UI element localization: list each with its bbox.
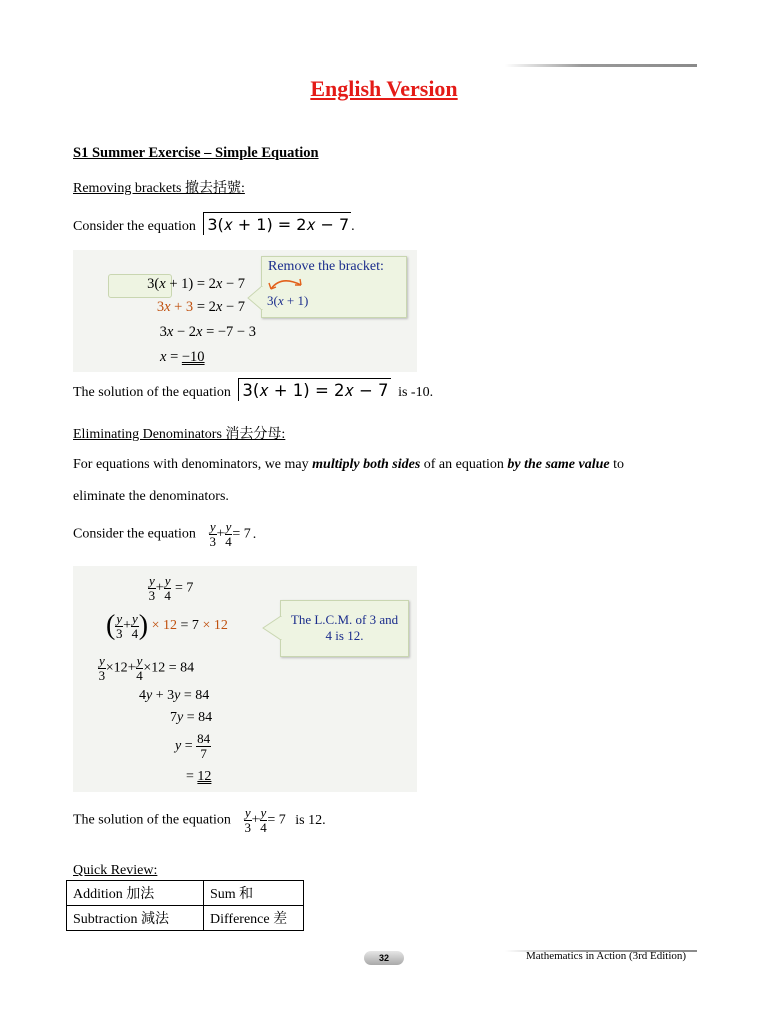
callout-pointer	[247, 286, 263, 310]
page-title: English Version	[310, 76, 458, 101]
eliminating-solution-line: The solution of the equation $\frac{y}{3}$ + $\frac{y}{4}$ = 7 is 12.	[73, 805, 326, 835]
callout-title: Remove the bracket:	[268, 259, 384, 274]
equation-rhs: = 7	[232, 526, 251, 542]
callout-pointer	[262, 616, 282, 640]
remove-bracket-callout	[261, 256, 407, 318]
solution-suffix: is 12.	[295, 812, 326, 828]
step-2: 3x + 3 = 2x − 7	[156, 299, 245, 315]
solution-prefix: The solution of the equation	[73, 385, 231, 400]
table-cell: Subtraction 減法	[67, 906, 204, 931]
equation-period: .	[351, 219, 355, 234]
consider-text: Consider the equation	[73, 219, 196, 234]
lcm-callout	[280, 600, 409, 657]
boxed-equation: 3(𝑥 + 1) = 2𝑥 − 7	[203, 212, 351, 235]
fraction-y-over-3: $\frac{y}{3}$	[209, 519, 217, 549]
page-number: 32	[364, 951, 404, 965]
callout-line-2: 4 is 12.	[325, 628, 364, 643]
solution-suffix: is -10.	[398, 385, 434, 400]
table-cell: Sum 和	[204, 881, 304, 906]
callout-expression: 3(x + 1)	[267, 293, 309, 308]
table-row	[67, 906, 304, 931]
removing-consider-line	[73, 212, 355, 235]
para-emphasis-2: by the same value	[507, 457, 610, 472]
eliminating-consider-line	[73, 520, 256, 549]
eliminating-paragraph-line2: eliminate the denominators.	[73, 489, 229, 504]
table-cell: Addition 加法	[67, 881, 204, 906]
table-cell: Difference 差	[204, 906, 304, 931]
bracket-example-panel	[73, 250, 417, 372]
denom-step-1: $\frac{y}{3}$ + $\frac{y}{4}$ = 7	[148, 573, 194, 603]
section-heading: S1 Summer Exercise – Simple Equation	[73, 145, 319, 161]
eliminating-subheading: Eliminating Denominators 消去分母:	[73, 427, 286, 442]
quick-review-label: Quick Review:	[73, 863, 158, 878]
denom-step-6: y = $\frac{84}{7}$	[175, 731, 211, 761]
callout-line-1: The L.C.M. of 3 and	[290, 612, 399, 627]
para-text: of an equation	[420, 457, 508, 472]
solution-boxed-equation: 3(𝑥 + 1) = 2𝑥 − 7	[238, 378, 390, 401]
quick-review-table	[66, 880, 304, 931]
denom-step-3: $\frac{y}{3}$ ×12+ $\frac{y}{4}$ ×12 = 84	[98, 653, 195, 683]
step-1: 3(x + 1) = 2x − 7	[147, 276, 245, 292]
consider-text: Consider the equation	[73, 526, 196, 542]
book-title: Mathematics in Action (3rd Edition)	[526, 950, 687, 962]
para-emphasis-1: multiply both sides	[312, 457, 421, 472]
removing-brackets-subheading: Removing brackets 撤去括號:	[73, 181, 245, 196]
step-3: 3x − 2x = −7 − 3	[159, 324, 256, 340]
denom-step-2: ( $\frac{y}{3}$ + $\frac{y}{4}$ ) × 12 = 7 × 12	[106, 610, 228, 641]
denom-step-4: 4y + 3y = 84	[139, 688, 210, 703]
para-text: to	[609, 457, 625, 472]
header-rule	[505, 64, 697, 67]
denom-step-7: = 12	[186, 769, 212, 784]
plus-sign: +	[216, 526, 225, 542]
fraction-y-over-4: $\frac{y}{4}$	[225, 519, 232, 549]
removing-solution-line	[73, 378, 433, 401]
step-4: x = −10	[160, 349, 205, 365]
distribution-arrow-icon	[267, 275, 307, 293]
para-text: For equations with denominators, we may	[73, 457, 313, 472]
table-row	[67, 881, 304, 906]
denominator-example-panel	[73, 566, 417, 792]
equation-period: .	[252, 526, 257, 542]
denom-step-5: 7y = 84	[170, 710, 213, 725]
solution-prefix: The solution of the equation	[73, 812, 231, 828]
eliminating-paragraph	[73, 457, 624, 473]
